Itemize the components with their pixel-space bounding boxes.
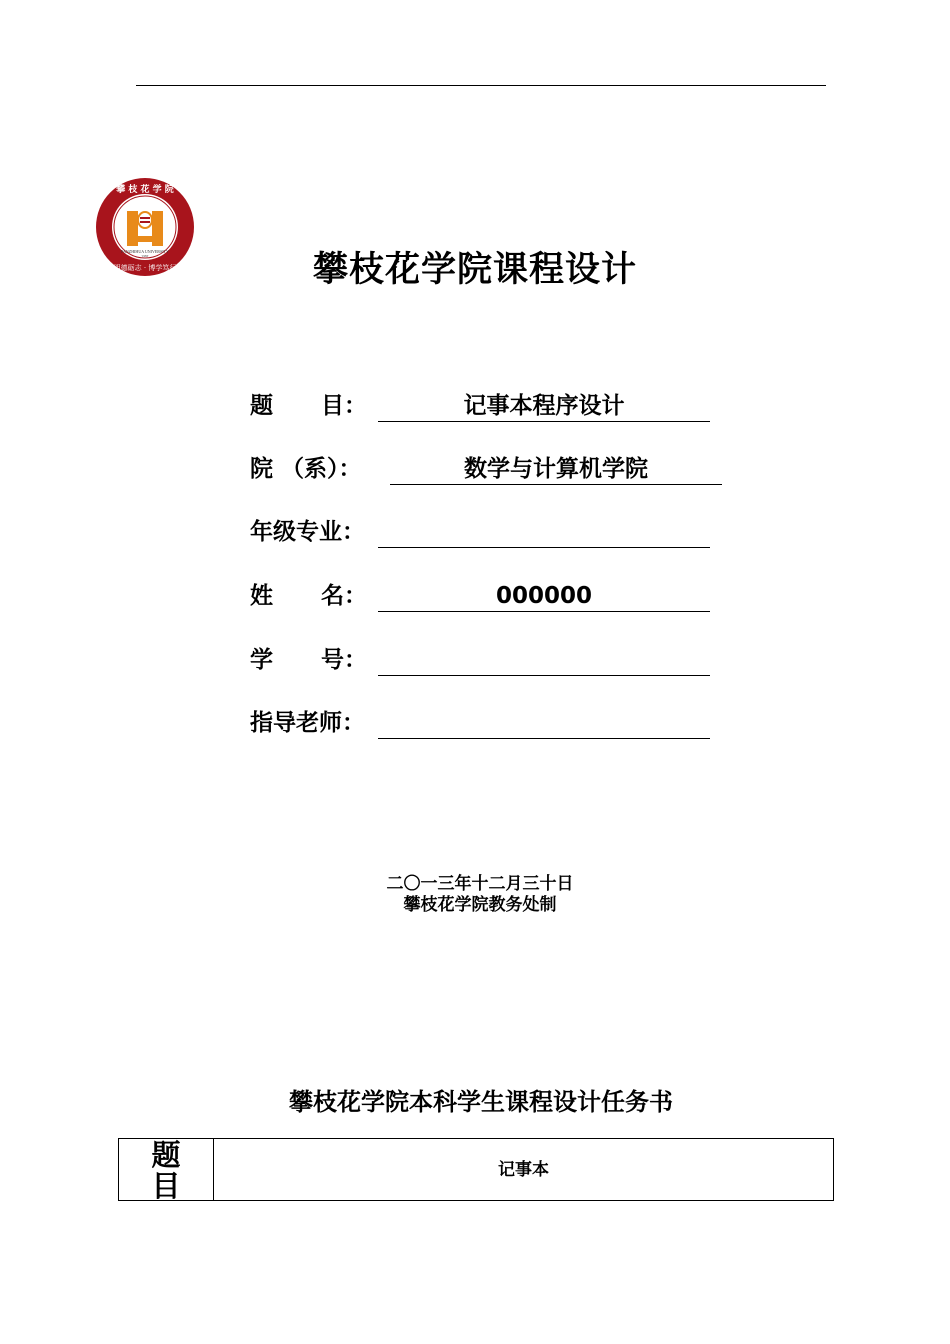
page-title: 攀枝花学院课程设计 <box>312 250 637 290</box>
seal-bottom-text: 明德砺志 · 博学笃行 <box>113 264 177 272</box>
seal-top-text: 攀 枝 花 学 院 <box>116 185 174 195</box>
task-head-char-1: 题 <box>151 1138 181 1172</box>
field-advisor-label: 指导老师： <box>250 710 365 736</box>
field-student-id-label: 学 号： <box>250 647 368 673</box>
task-table-header <box>119 1138 214 1203</box>
task-table <box>118 1138 834 1201</box>
seal-english-text: PANZHIHUA UNIVERSITY <box>121 249 169 254</box>
task-head-char-2: 目 <box>151 1169 181 1203</box>
task-book-title: 攀枝花学院本科学生课程设计任务书 <box>289 1088 673 1116</box>
field-topic-label: 题 目： <box>250 393 368 419</box>
field-major-value <box>378 512 710 548</box>
field-name-label: 姓 名： <box>250 583 368 609</box>
field-advisor-value <box>378 703 710 739</box>
field-department-value: 数学与计算机学院 <box>390 449 722 485</box>
header-rule <box>136 85 826 86</box>
field-topic-value: 记事本程序设计 <box>378 386 710 422</box>
field-name-value: 000000 <box>378 576 710 612</box>
field-department-label: 院 （系）： <box>250 456 362 482</box>
issuing-office: 攀枝花学院教务处制 <box>403 895 557 915</box>
document-date: 二〇一三年十二月三十日 <box>386 874 574 894</box>
field-student-id-value <box>378 640 710 676</box>
seal-year-text: ·1983· <box>141 254 149 258</box>
task-table-value: 记事本 <box>498 1160 549 1180</box>
field-major-label: 年级专业： <box>250 519 365 545</box>
